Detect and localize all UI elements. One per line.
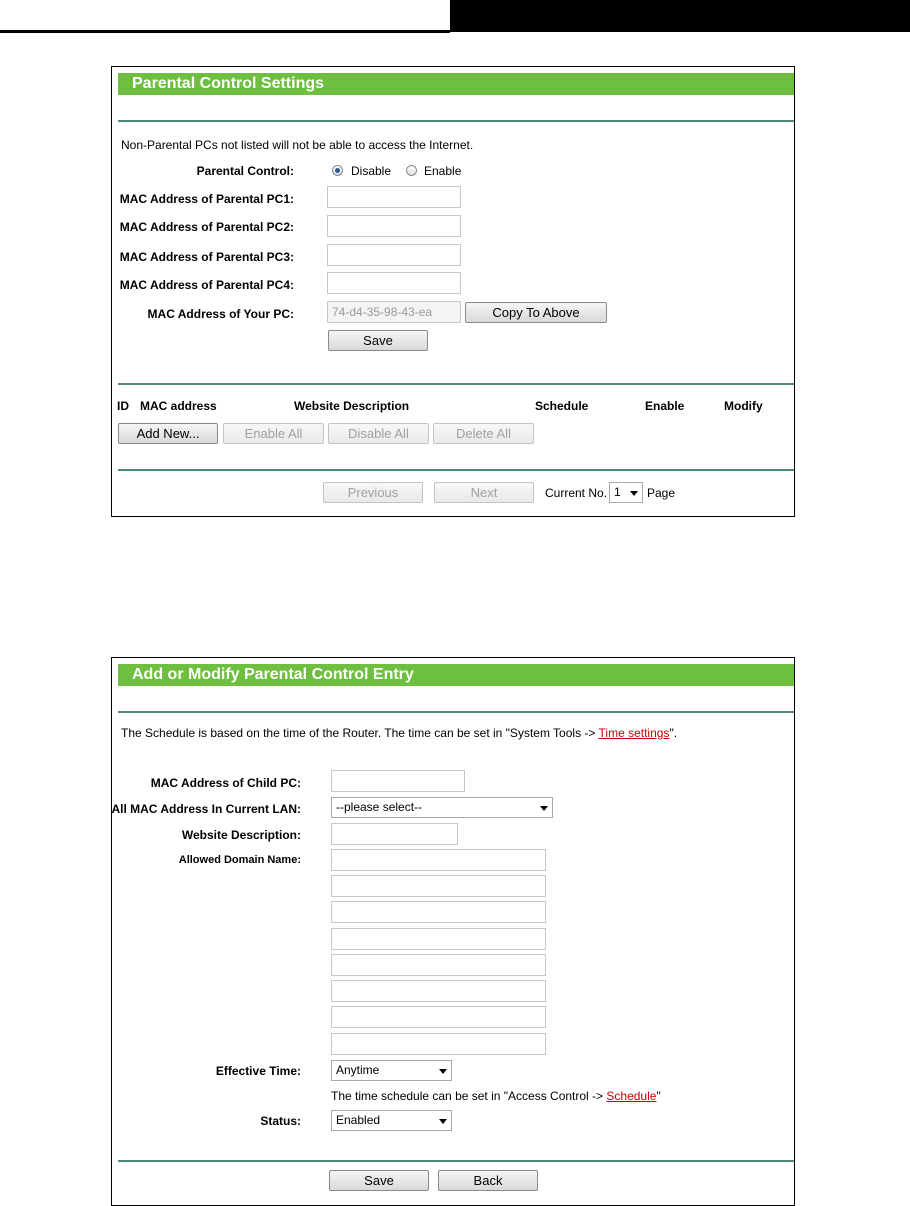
mac-pc4-label: MAC Address of Parental PC4:: [119, 278, 294, 292]
schedule-note-suffix: ": [656, 1089, 661, 1103]
mac-pc1-input[interactable]: [327, 186, 461, 208]
page-select-value: 1: [614, 485, 621, 499]
header-line: [0, 30, 450, 33]
mac-pc1-label: MAC Address of Parental PC1:: [119, 192, 294, 206]
mac-pc3-label: MAC Address of Parental PC3:: [119, 250, 294, 264]
add-modify-entry-panel: [111, 657, 795, 1206]
mac-pc4-input[interactable]: [327, 272, 461, 294]
domain-input-4[interactable]: [331, 928, 546, 950]
column-header-id: ID: [117, 399, 129, 413]
your-pc-mac-field: 74-d4-35-98-43-ea: [327, 301, 461, 323]
radio-selected-dot: [335, 168, 340, 173]
parental-control-label: Parental Control:: [196, 164, 294, 178]
schedule-note: [331, 1089, 661, 1103]
column-header-modify: Modify: [724, 399, 763, 413]
schedule-info-note: [121, 726, 677, 740]
chevron-down-icon: [439, 1119, 447, 1124]
domain-input-3[interactable]: [331, 901, 546, 923]
chevron-down-icon: [439, 1069, 447, 1074]
save-button[interactable]: Save: [328, 330, 428, 351]
radio-disable[interactable]: [332, 165, 343, 176]
chevron-down-icon: [630, 491, 638, 496]
divider: [118, 383, 794, 385]
time-settings-link[interactable]: Time settings: [598, 726, 670, 740]
copy-to-above-button[interactable]: Copy To Above: [465, 302, 607, 323]
status-value: Enabled: [336, 1113, 381, 1127]
radio-disable-label: Disable: [351, 164, 392, 178]
disable-all-button[interactable]: Disable All: [328, 423, 429, 444]
panel-title: Add or Modify Parental Control Entry: [118, 664, 794, 686]
info-note: Non-Parental PCs not listed will not be able to access the Internet.: [121, 138, 474, 152]
child-mac-input[interactable]: [331, 770, 465, 792]
child-mac-label: MAC Address of Child PC:: [150, 776, 301, 790]
status-select[interactable]: [331, 1110, 452, 1131]
mac-pc3-input[interactable]: [327, 244, 461, 266]
all-mac-label: All MAC Address In Current LAN:: [111, 802, 301, 816]
domain-input-7[interactable]: [331, 1006, 546, 1028]
back-button[interactable]: Back: [438, 1170, 538, 1191]
allowed-domain-label: Allowed Domain Name:: [178, 854, 301, 866]
save-button[interactable]: Save: [329, 1170, 429, 1191]
schedule-link[interactable]: Schedule: [606, 1089, 657, 1103]
panel-title: Parental Control Settings: [118, 73, 794, 95]
domain-input-2[interactable]: [331, 875, 546, 897]
note-suffix: ".: [669, 726, 678, 740]
all-mac-select[interactable]: [331, 797, 553, 818]
chevron-down-icon: [540, 806, 548, 811]
radio-enable-label: Enable: [424, 164, 462, 178]
column-header-schedule: Schedule: [535, 399, 589, 413]
schedule-note-prefix: The time schedule can be set in "Access Control ->: [331, 1089, 607, 1103]
domain-input-6[interactable]: [331, 980, 546, 1002]
previous-button[interactable]: Previous: [323, 482, 423, 503]
mac-pc2-label: MAC Address of Parental PC2:: [119, 220, 294, 234]
current-no-label: Current No.: [545, 486, 608, 500]
divider: [118, 711, 794, 713]
enable-all-button[interactable]: Enable All: [223, 423, 324, 444]
all-mac-select-value: --please select--: [336, 800, 423, 814]
column-header-website: Website Description: [294, 399, 410, 413]
effective-time-select[interactable]: [331, 1060, 452, 1081]
website-description-input[interactable]: [331, 823, 458, 845]
effective-time-value: Anytime: [336, 1063, 380, 1077]
divider: [118, 469, 794, 471]
your-pc-mac-label: MAC Address of Your PC:: [147, 307, 294, 321]
column-header-mac: MAC address: [140, 399, 217, 413]
header-bar: [450, 0, 910, 32]
parental-control-settings-panel: [111, 66, 795, 517]
divider: [118, 1160, 794, 1162]
add-new-button[interactable]: Add New...: [118, 423, 218, 444]
effective-time-label: Effective Time:: [215, 1064, 301, 1078]
note-prefix: The Schedule is based on the time of the Router. The time can be set in "System Tools ->: [121, 726, 599, 740]
page-label: Page: [647, 486, 676, 500]
domain-input-5[interactable]: [331, 954, 546, 976]
status-label: Status:: [260, 1114, 301, 1128]
delete-all-button[interactable]: Delete All: [433, 423, 534, 444]
next-button[interactable]: Next: [434, 482, 534, 503]
radio-enable[interactable]: [406, 165, 417, 176]
website-description-label: Website Description:: [181, 828, 301, 842]
domain-input-1[interactable]: [331, 849, 546, 871]
mac-pc2-input[interactable]: [327, 215, 461, 237]
column-header-enable: Enable: [645, 399, 685, 413]
page-select[interactable]: [609, 482, 643, 503]
domain-input-8[interactable]: [331, 1033, 546, 1055]
divider: [118, 120, 794, 122]
